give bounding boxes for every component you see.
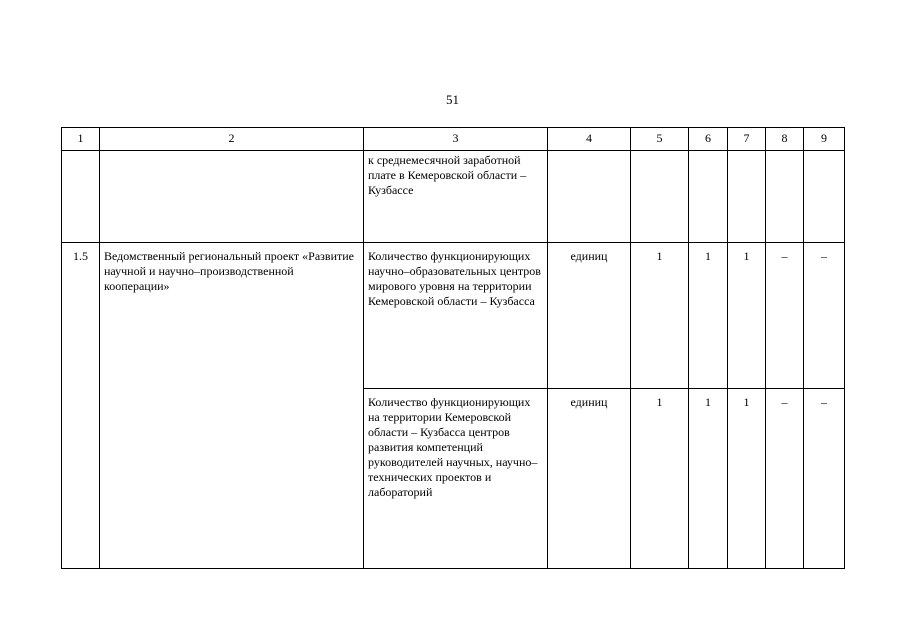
value-cell-5: 1 xyxy=(631,389,689,569)
cell-empty xyxy=(548,151,631,243)
cell-empty xyxy=(766,151,804,243)
table-row-project-1-5 xyxy=(62,243,845,389)
header-cell-5: 5 xyxy=(631,128,689,151)
cell-empty xyxy=(100,151,364,243)
header-cell-7: 7 xyxy=(728,128,766,151)
project-name-cell: Ведомственный региональный проект «Развитие научной и научно–производственной кооперации» xyxy=(100,243,364,569)
unit-cell: единиц xyxy=(548,389,631,569)
value-cell-6: 1 xyxy=(689,243,728,389)
indicators-table xyxy=(61,127,845,569)
header-cell-8: 8 xyxy=(766,128,804,151)
value-cell-9: – xyxy=(804,243,845,389)
unit-cell: единиц xyxy=(548,243,631,389)
page-number: 51 xyxy=(446,92,459,107)
cell-empty xyxy=(804,151,845,243)
cell-empty xyxy=(631,151,689,243)
header-cell-1: 1 xyxy=(62,128,100,151)
value-cell-9: – xyxy=(804,389,845,569)
cell-empty xyxy=(689,151,728,243)
value-cell-7: 1 xyxy=(728,243,766,389)
project-number-cell: 1.5 xyxy=(62,243,100,569)
value-cell-8: – xyxy=(766,243,804,389)
indicator-cell: к среднемесячной заработной плате в Кемеровской области – Кузбассе xyxy=(364,151,548,243)
cell-empty xyxy=(62,151,100,243)
value-cell-8: – xyxy=(766,389,804,569)
value-cell-5: 1 xyxy=(631,243,689,389)
header-cell-4: 4 xyxy=(548,128,631,151)
table-header-row xyxy=(62,128,845,151)
header-cell-9: 9 xyxy=(804,128,845,151)
indicator-cell: Количество функционирующих на территории Кемеровской области – Кузбасса центров развития компетенций руководителей научных, научно–технических проектов и лабораторий xyxy=(364,389,548,569)
value-cell-7: 1 xyxy=(728,389,766,569)
header-cell-6: 6 xyxy=(689,128,728,151)
header-cell-2: 2 xyxy=(100,128,364,151)
table-row-continuation xyxy=(62,151,845,243)
cell-empty xyxy=(728,151,766,243)
header-cell-3: 3 xyxy=(364,128,548,151)
indicator-cell: Количество функционирующих научно–образовательных центров мирового уровня на территории Кемеровской области – Кузбасса xyxy=(364,243,548,389)
value-cell-6: 1 xyxy=(689,389,728,569)
